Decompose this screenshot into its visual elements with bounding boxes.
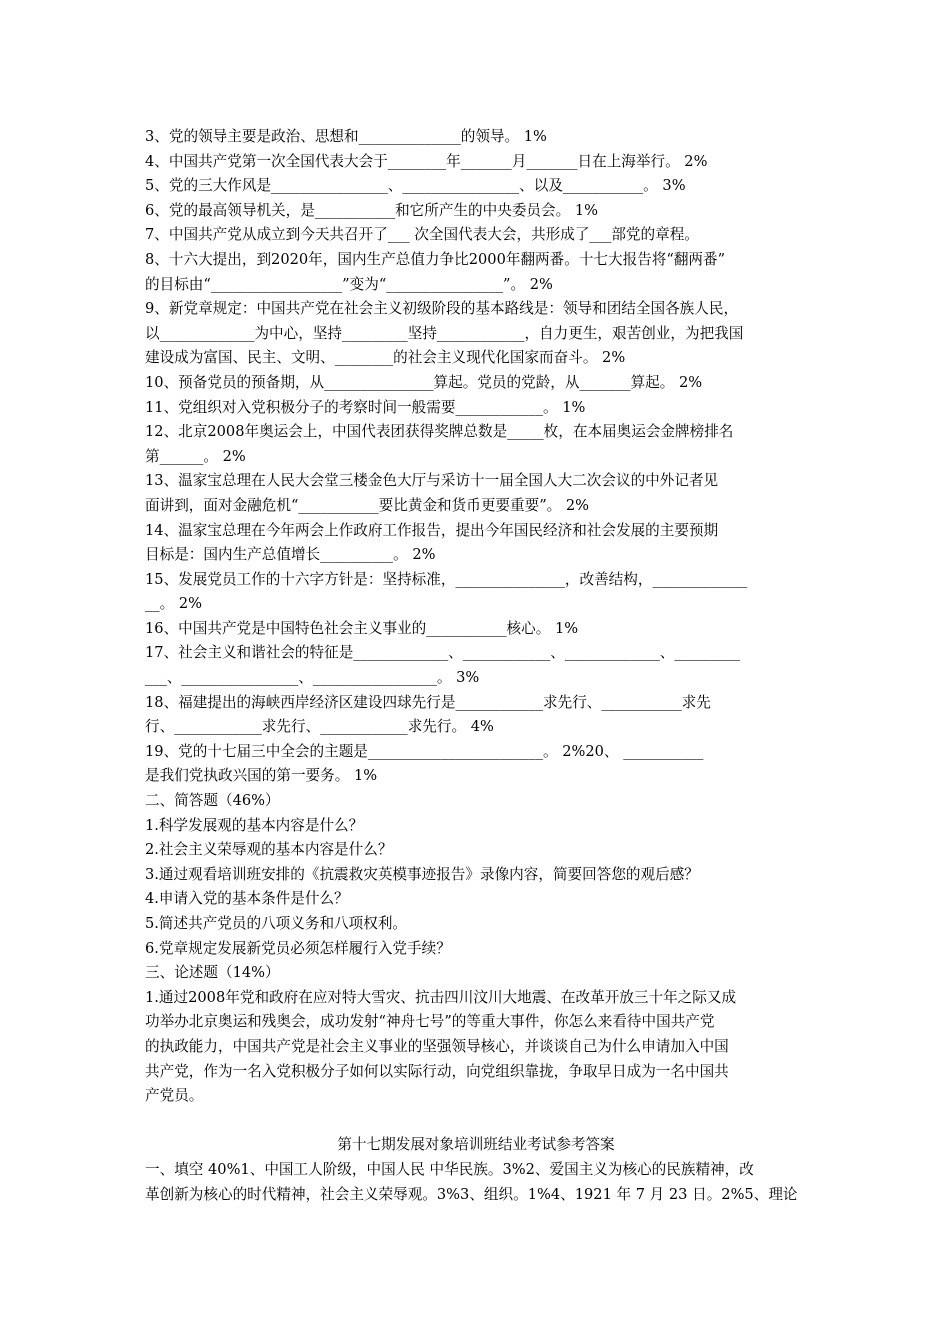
short-answer-section xyxy=(145,789,807,961)
essay-line: 共产党，作为一名入党积极分子如何以实际行动，向党组织靠拢，争取早日成为一名中国共 xyxy=(145,1062,729,1080)
answer-key-title: 第十七期发展对象培训班结业考试参考答案 xyxy=(337,1136,615,1154)
question-line: 15、发展党员工作的十六字方针是：坚持标准，_______________，改善结构，_____________ xyxy=(145,570,748,588)
question-line: 14、温家宝总理在今年两会上作政府工作报告，提出今年国民经济和社会发展的主要预期 xyxy=(145,521,719,539)
essay-line: 产党员。 xyxy=(145,1087,204,1105)
question-line: 行、____________求先行、____________求先行。 4% xyxy=(145,718,494,736)
spacer xyxy=(145,1109,807,1134)
answer-line: 革创新为核心的时代精神，社会主义荣辱观。3%3、组织。1%4、1921 年 7 月 23 日。2%5、理论 xyxy=(145,1185,798,1203)
question-line: 17、社会主义和谐社会的特征是_____________、____________、_____________、_________ xyxy=(145,644,741,662)
question-line: 面讲到，面对金融危机“___________要比黄金和货币更要重要”。 2% xyxy=(145,496,590,514)
question-line: 目标是：国内生产总值增长__________。 2% xyxy=(145,546,436,564)
question-line: 19、党的十七届三中全会的主题是________________________。 2%20、 ___________ xyxy=(145,742,704,760)
question-line: 7、中国共产党从成立到今天共召开了___ 次全国代表大会，共形成了___部党的章程。 xyxy=(145,226,699,244)
question-line: 建设成为富国、民主、文明、________的社会主义现代化国家而奋斗。 2% xyxy=(145,349,626,367)
answer-key-section xyxy=(145,1133,807,1207)
question-line: 6、党的最高领导机关，是___________和它所产生的中央委员会。 1% xyxy=(145,201,598,219)
question-line: 8、十六大提出，到2020年，国内生产总值力争比2000年翻两番。十七大报告将“翻两番” xyxy=(145,250,726,268)
fill-blank-section xyxy=(145,125,807,789)
question-line: 3、党的领导主要是政治、思想和______________的领导。 1% xyxy=(145,128,547,145)
short-answer-question: 5.简述共产党员的八项义务和八项权利。 xyxy=(145,915,408,932)
essay-section xyxy=(145,961,807,1109)
question-line: 12、北京2008年奥运会上，中国代表团获得奖牌总数是_____枚，在本届奥运会金牌榜排名 xyxy=(145,423,734,441)
question-line: 11、党组织对入党积极分子的考察时间一般需要____________。 1% xyxy=(145,398,586,416)
question-line: 4、中国共产党第一次全国代表大会于________年_______月_______日在上海举行。 2% xyxy=(145,152,708,170)
question-line: 16、中国共产党是中国特色社会主义事业的___________核心。 1% xyxy=(145,619,579,637)
question-line: 第______。 2% xyxy=(145,447,246,465)
essay-line: 的执政能力，中国共产党是社会主义事业的坚强领导核心，并谈谈自己为什么申请加入中国 xyxy=(145,1037,729,1055)
question-line: 10、预备党员的预备期，从_______________算起。党员的党龄，从_______算起。 2% xyxy=(145,373,703,391)
short-answer-question: 2.社会主义荣辱观的基本内容是什么？ xyxy=(145,841,393,859)
short-answer-question: 6.党章规定发展新党员必须怎样履行入党手续？ xyxy=(145,939,451,957)
question-line: 是我们党执政兴国的第一要务。 1% xyxy=(145,767,378,785)
short-answer-question: 1.科学发展观的基本内容是什么？ xyxy=(145,816,364,834)
question-line: ___、________________、_________________。 3% xyxy=(145,669,480,687)
question-line: 9、新党章规定：中国共产党在社会主义初级阶段的基本路线是：领导和团结全国各族人民， xyxy=(145,300,739,318)
short-answer-question: 4.申请入党的基本条件是什么？ xyxy=(145,890,349,908)
short-answer-question: 3.通过观看培训班安排的《抗震救灾英模事迹报告》录像内容，简要回答您的观后感？ xyxy=(145,865,699,883)
question-line: 以_____________为中心，坚持_________坚持____________，自力更生，艰苦创业，为把我国 xyxy=(145,324,744,342)
exam-document xyxy=(145,125,807,1207)
question-line: 的目标由“__________________”变为“________________”。 2% xyxy=(145,275,553,293)
question-line: 5、党的三大作风是________________、________________、以及___________。 3% xyxy=(145,177,686,195)
essay-line: 1.通过2008年党和政府在应对特大雪灾、抗击四川汶川大地震、在改革开放三十年之际又成 xyxy=(145,988,737,1006)
question-line: __。 2% xyxy=(145,595,202,613)
answer-line: 一、填空 40%1、中国工人阶级，中国人民 中华民族。3%2、爱国主义为核心的民族精神，改 xyxy=(145,1160,754,1178)
section-heading: 二、简答题（46%） xyxy=(145,792,280,810)
essay-line: 功举办北京奥运和残奥会，成功发射“神舟七号”的等重大事件，你怎么来看待中国共产党 xyxy=(145,1013,715,1031)
question-line: 18、福建提出的海峡西岸经济区建设四球先行是____________求先行、___________求先 xyxy=(145,693,711,711)
question-line: 13、温家宝总理在人民大会堂三楼金色大厅与采访十一届全国人大二次会议的中外记者见 xyxy=(145,472,719,490)
section-heading: 三、论述题（14%） xyxy=(145,964,280,982)
